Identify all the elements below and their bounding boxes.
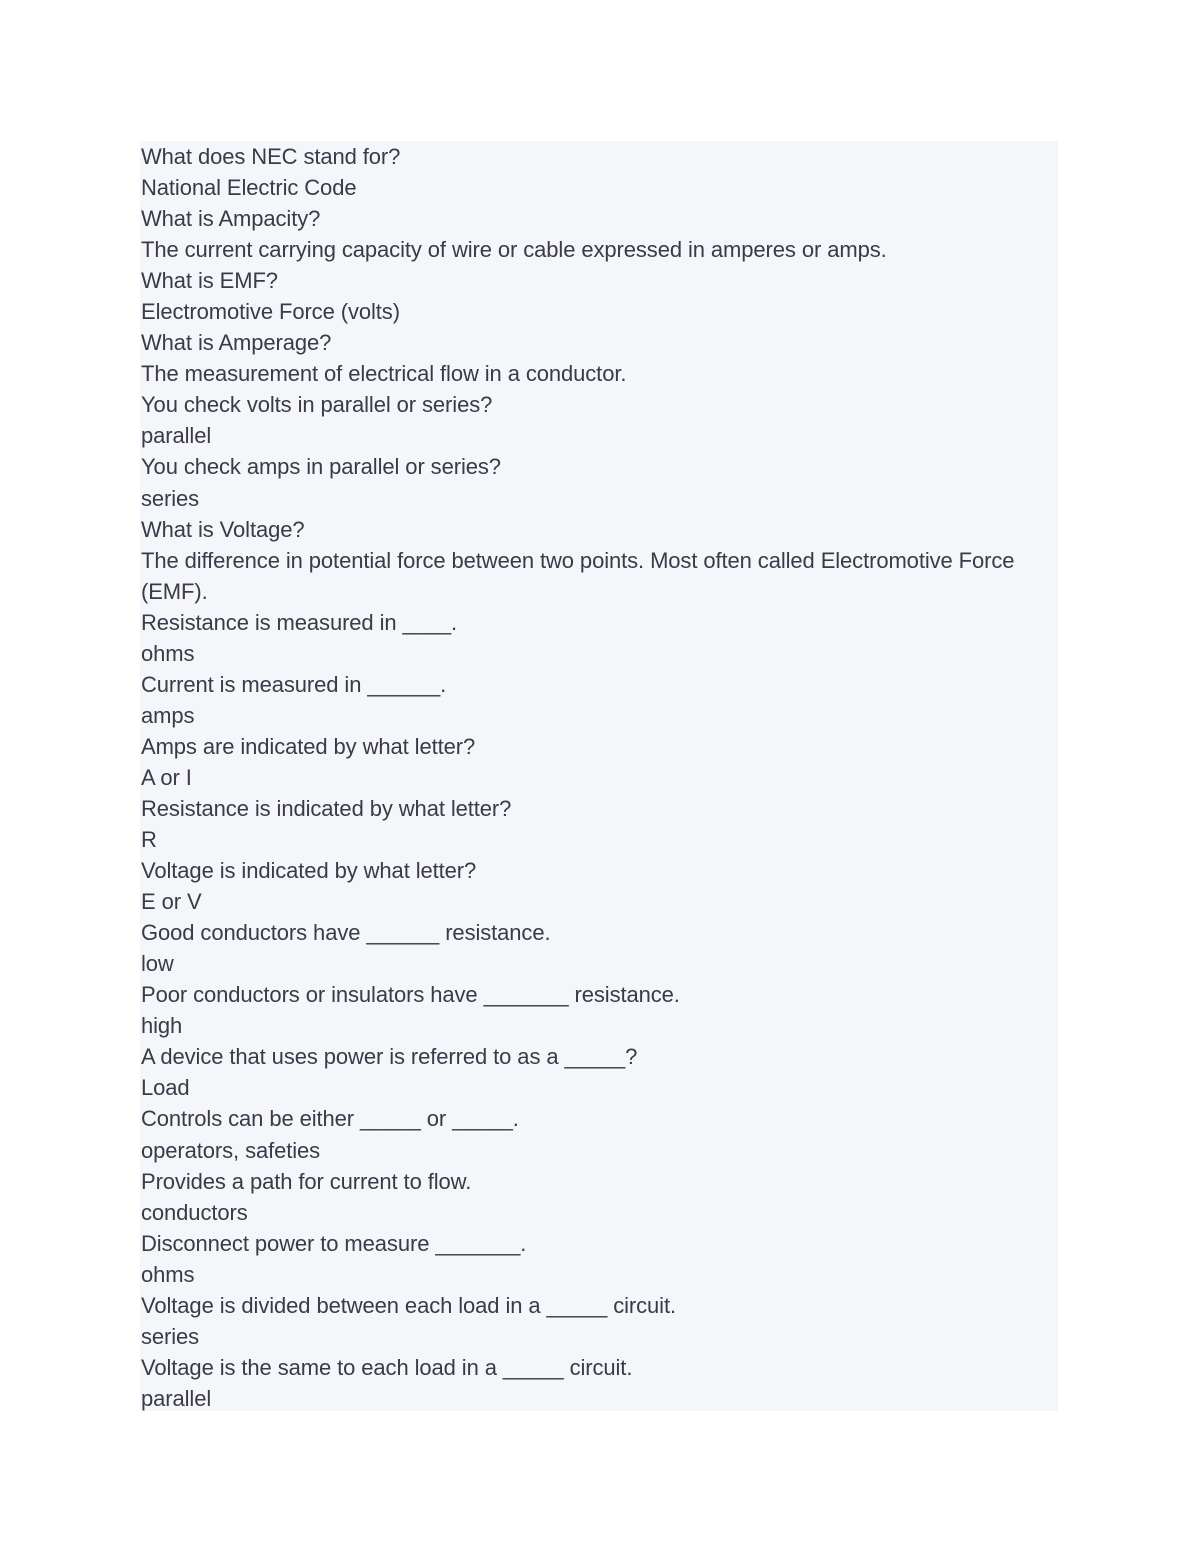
answer-line: conductors — [141, 1199, 248, 1225]
flashcard-text-block — [140, 141, 1058, 1411]
answer-line: high — [141, 1013, 183, 1039]
question-line: What is Voltage? — [141, 516, 305, 542]
question-line: What does NEC stand for? — [141, 144, 401, 169]
answer-line: operators, safeties — [141, 1137, 321, 1163]
question-line: Resistance is measured in ____. — [141, 609, 458, 635]
question-line: Disconnect power to measure _______. — [141, 1230, 527, 1256]
question-line: Good conductors have ______ resistance. — [141, 920, 551, 946]
question-line: A device that uses power is referred to as a _____? — [141, 1044, 638, 1070]
question-line: Amps are indicated by what letter? — [141, 733, 476, 759]
answer-line: ohms — [141, 1261, 195, 1287]
answer-line: ohms — [141, 640, 195, 666]
answer-line: low — [141, 951, 174, 977]
question-line: Voltage is indicated by what letter? — [141, 858, 477, 884]
answer-line: series — [141, 485, 200, 511]
question-line: What is Ampacity? — [141, 206, 321, 232]
question-line: What is Amperage? — [141, 330, 332, 356]
question-line: What is EMF? — [141, 268, 278, 294]
question-line: Provides a path for current to flow. — [141, 1168, 472, 1194]
question-answer-list — [140, 141, 1058, 1414]
answer-line: parallel — [141, 423, 212, 449]
answer-line: The measurement of electrical flow in a conductor. — [141, 361, 627, 387]
answer-line: Electromotive Force (volts) — [141, 299, 400, 325]
answer-line: The difference in potential force between two points. Most often called Electromotive Force (EMF). — [141, 547, 1015, 604]
answer-line: amps — [141, 702, 195, 728]
answer-line: A or I — [141, 764, 192, 790]
question-line: Voltage is divided between each load in a _____ circuit. — [141, 1292, 676, 1318]
question-line: Current is measured in ______. — [141, 671, 447, 697]
question-line: Resistance is indicated by what letter? — [141, 795, 512, 821]
answer-line: National Electric Code — [141, 175, 357, 201]
question-line: You check volts in parallel or series? — [141, 392, 493, 418]
question-line: You check amps in parallel or series? — [141, 454, 501, 480]
question-line: Controls can be either _____ or _____. — [141, 1106, 519, 1132]
answer-line: E or V — [141, 889, 202, 915]
question-line: Poor conductors or insulators have _______ resistance. — [141, 982, 680, 1008]
answer-line: The current carrying capacity of wire or cable expressed in amperes or amps. — [141, 237, 887, 263]
answer-line: parallel — [141, 1385, 212, 1411]
answer-line: series — [141, 1323, 200, 1349]
answer-line: R — [141, 827, 157, 853]
answer-line: Load — [141, 1075, 190, 1101]
question-line: Voltage is the same to each load in a _____ circuit. — [141, 1354, 633, 1380]
